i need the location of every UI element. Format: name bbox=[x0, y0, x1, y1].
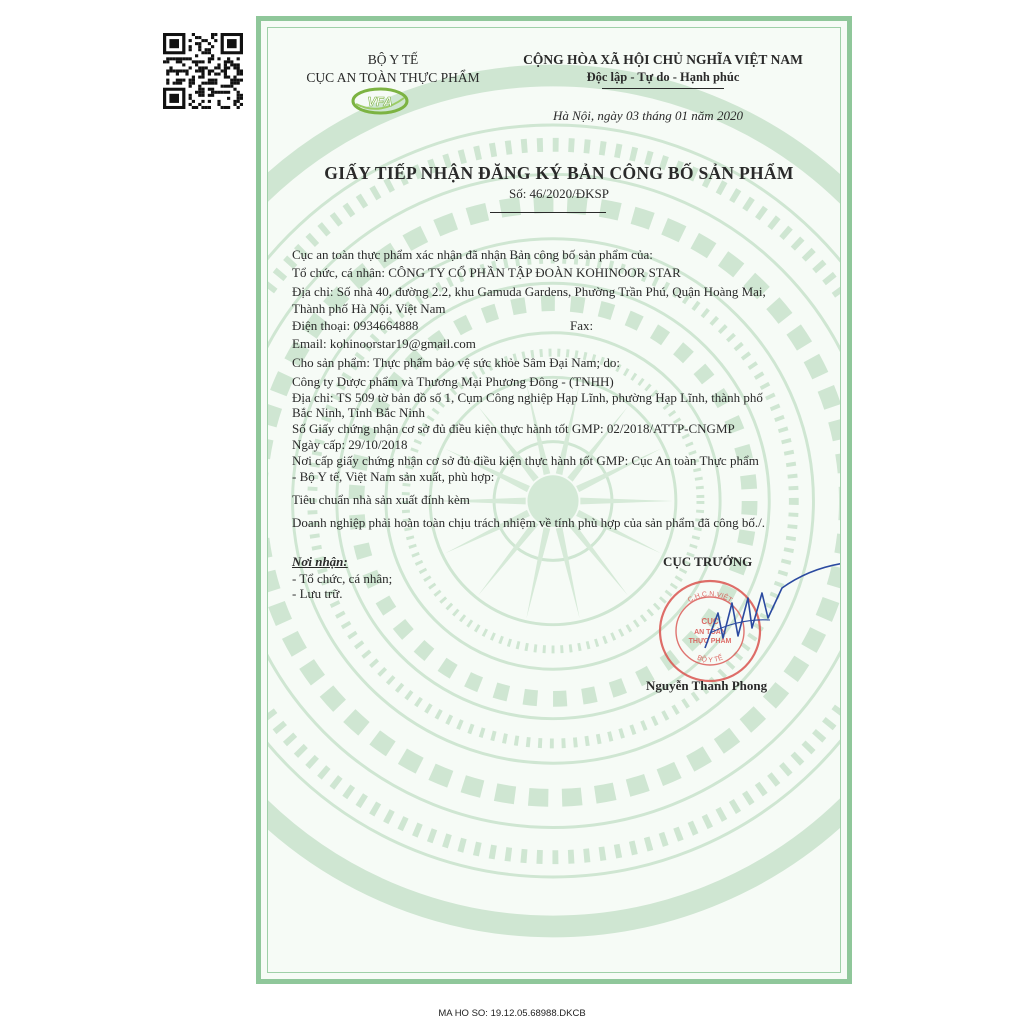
signer-name: Nguyễn Thanh Phong bbox=[646, 678, 768, 693]
place-date: Hà Nội, ngày 03 tháng 01 năm 2020 bbox=[553, 108, 743, 123]
certificate-content bbox=[268, 28, 840, 972]
national-motto: Độc lập - Tự do - Hạnh phúc bbox=[586, 70, 740, 84]
body-gmp-number: Số Giấy chứng nhận cơ sở đủ điều kiện thực hành tốt GMP: 02/2018/ATTP-CNGMP bbox=[292, 421, 735, 436]
document-title: GIẤY TIẾP NHẬN ĐĂNG KÝ BẢN CÔNG BỐ SẢN PHẨM bbox=[324, 163, 794, 183]
qr-code bbox=[163, 33, 243, 109]
vfa-logo bbox=[350, 86, 410, 116]
svg-text:VFA: VFA bbox=[367, 94, 393, 109]
body-mfr-address-line1: Địa chỉ: TS 509 tờ bản đồ số 1, Cụm Công nghiệp Hạp Lĩnh, phường Hạp Lĩnh, thành phố bbox=[292, 390, 763, 405]
body-organization: Tổ chức, cá nhân: CÔNG TY CỔ PHẦN TẬP ĐOÀN KOHINOOR STAR bbox=[292, 265, 681, 280]
ministry-name: BỘ Y TẾ bbox=[367, 52, 419, 67]
signature-scribble bbox=[690, 558, 841, 668]
agency-name: CỤC AN TOÀN THỰC PHẨM bbox=[306, 70, 480, 85]
svg-text:AN TOÀN: AN TOÀN bbox=[694, 629, 726, 636]
body-responsibility: Doanh nghiệp phải hoàn toàn chịu trách nhiệm về tính phù hợp của sản phẩm đã công bố./. bbox=[292, 515, 765, 530]
title-underline bbox=[490, 212, 606, 213]
body-address-line2: Thành phố Hà Nội, Việt Nam bbox=[292, 301, 446, 316]
recipient-item: - Lưu trữ. bbox=[292, 586, 343, 601]
body-manufacturer: Công ty Dược phẩm và Thương Mại Phương Đông - (TNHH) bbox=[292, 374, 614, 389]
body-issuer-line2: - Bộ Y tế, Việt Nam sản xuất, phù hợp: bbox=[292, 469, 495, 484]
recipients-heading: Nơi nhận: bbox=[292, 554, 348, 569]
body-standard: Tiêu chuẩn nhà sản xuất đính kèm bbox=[292, 492, 470, 507]
svg-text:THỰC PHẨM: THỰC PHẨM bbox=[688, 638, 732, 645]
body-fax: Fax: bbox=[570, 318, 594, 333]
body-email: Email: kohinoorstar19@gmail.com bbox=[292, 336, 476, 351]
svg-text:BỘ Y TẾ: BỘ Y TẾ bbox=[696, 654, 724, 665]
svg-text:C.H.C.N.VIỆT: C.H.C.N.VIỆT bbox=[686, 590, 734, 605]
signer-title: CỤC TRƯỞNG bbox=[663, 554, 753, 569]
certificate-inner-border bbox=[267, 27, 841, 973]
body-product: Cho sản phẩm: Thực phẩm bảo vệ sức khỏe Sâm Đại Nam; do: bbox=[292, 355, 620, 370]
body-mfr-address-line2: Bắc Ninh, Tỉnh Bắc Ninh bbox=[292, 405, 425, 420]
republic-name: CỘNG HÒA XÃ HỘI CHỦ NGHĨA VIỆT NAM bbox=[523, 52, 803, 67]
recipient-item: - Tổ chức, cá nhân; bbox=[292, 571, 393, 586]
document-number: Số: 46/2020/ĐKSP bbox=[508, 186, 610, 201]
body-phone: Điện thoại: 0934664888 bbox=[292, 318, 419, 333]
body-issue-date: Ngày cấp: 29/10/2018 bbox=[292, 437, 408, 452]
body-intro: Cục an toàn thực phẩm xác nhận đã nhận Bản công bố sản phẩm của: bbox=[292, 247, 653, 262]
svg-text:CỤC: CỤC bbox=[701, 617, 719, 626]
body-issuer-line1: Nơi cấp giấy chứng nhận cơ sở đủ điều kiện thực hành tốt GMP: Cục An toàn Thực phẩm bbox=[292, 453, 759, 468]
dossier-code: MA HO SO: 19.12.05.68988.DKCB bbox=[438, 1008, 586, 1019]
body-address-line1: Địa chỉ: Số nhà 40, đường 2.2, khu Gamuda Gardens, Phường Trần Phú, Quận Hoàng Mai, bbox=[292, 284, 766, 299]
motto-underline bbox=[602, 88, 724, 89]
certificate-frame bbox=[256, 16, 852, 984]
